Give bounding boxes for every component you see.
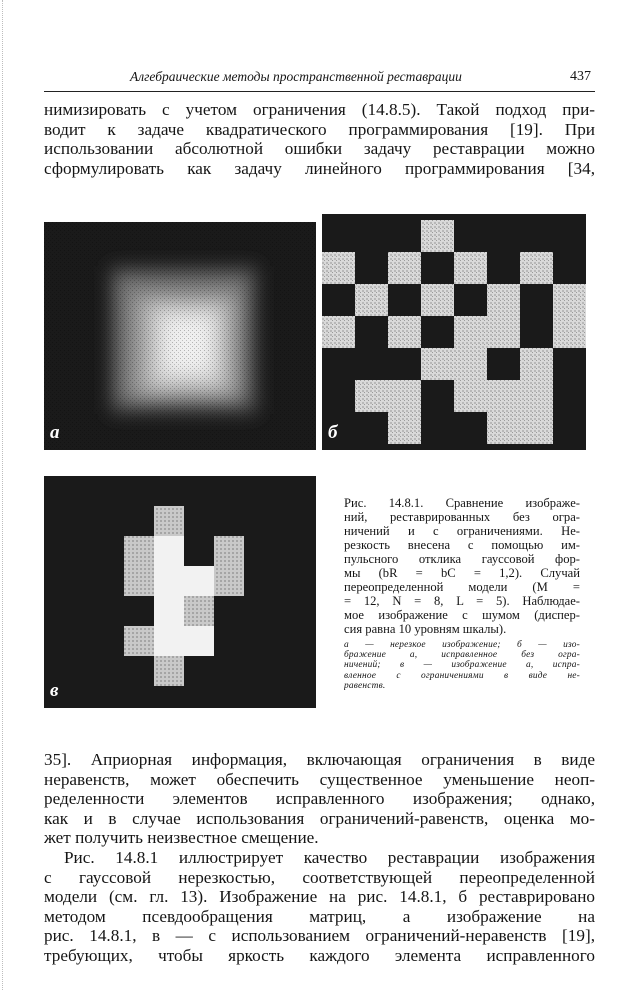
text-line: с гауссовой нерезкостью, соответствующей переопределенной	[44, 867, 595, 887]
caption-legend-line: ничений; в — изображение а, испра-	[344, 660, 580, 671]
caption-legend-line: бражение а, исправленное без огра-	[344, 650, 580, 661]
image-pixel	[454, 380, 487, 412]
caption-line: сия равна 10 уровням шкалы).	[344, 622, 507, 636]
text-line: как и в случае использования ограничений-равенств, оценка мо-	[44, 808, 595, 828]
text-line: сформулировать как задачу линейного программирования [34,	[44, 158, 595, 178]
image-pixel	[487, 412, 520, 444]
image-pixel	[388, 380, 421, 412]
page-edge	[2, 0, 3, 990]
header-rule	[44, 91, 595, 92]
image-pixel	[355, 284, 388, 316]
caption-line: ний, реставрированных без огра-	[344, 510, 580, 524]
image-pixel	[520, 348, 553, 380]
image-pixel	[553, 284, 586, 316]
caption-legend	[344, 640, 580, 691]
image-pixel	[487, 284, 520, 316]
text-line: требующих, чтобы яркость каждого элемента исправленного	[44, 945, 595, 965]
figure-c	[44, 476, 316, 708]
image-pixel	[421, 348, 454, 380]
caption-line: резкость внесена с помощью им-	[344, 538, 580, 552]
image-pixel	[322, 316, 355, 348]
figure-b-image	[322, 214, 586, 450]
text-line: неравенств, может обеспечить существенное уменьшение неоп-	[44, 769, 595, 789]
image-pixel	[214, 566, 244, 596]
figure-b	[322, 214, 586, 450]
figure-c-image	[44, 476, 316, 708]
image-pixel	[322, 252, 355, 284]
caption-legend-line: вленное с ограничениями в виде не-	[344, 670, 580, 681]
text-line: использовании абсолютной ошибки задачу реставрации можно	[44, 139, 595, 159]
image-pixel	[520, 412, 553, 444]
image-pixel	[184, 566, 214, 596]
image-pixel	[184, 596, 214, 626]
image-pixel	[454, 252, 487, 284]
caption-main	[344, 496, 580, 636]
text-line: методом псевдообращения матриц, а изображение на	[44, 906, 595, 926]
paragraph-last	[44, 848, 595, 966]
caption-line: Рис. 14.8.1. Сравнение изображе-	[344, 496, 580, 510]
paragraph-top	[44, 100, 595, 178]
image-pixel	[124, 536, 154, 566]
figure-c-label: в	[50, 680, 59, 701]
image-pixel	[454, 316, 487, 348]
figure-caption	[344, 496, 580, 691]
image-pixel	[154, 506, 184, 536]
caption-legend-line: а — нерезкое изображение; б — изо-	[344, 640, 580, 650]
text-line: рис. 14.8.1, в — с использованием ограничений-неравенств [19],	[44, 926, 595, 946]
image-pixel	[388, 412, 421, 444]
image-pixel	[454, 348, 487, 380]
text-line: 35]. Априорная информация, включающая ограничения в виде	[44, 750, 595, 769]
image-pixel	[487, 316, 520, 348]
caption-line: = 12, N = 8, L = 5). Наблюдае-	[344, 594, 580, 608]
caption-line: пульсного отклика гауссовой фор-	[344, 552, 580, 566]
text-line: ределенности элементов исправленного изображения; однако,	[44, 789, 595, 809]
image-pixel	[355, 380, 388, 412]
caption-line: мое изображение с шумом (диспер-	[344, 608, 580, 622]
running-header-title: Алгебраические методы пространственной реставрации	[130, 69, 462, 84]
image-pixel	[388, 316, 421, 348]
image-pixel	[421, 284, 454, 316]
image-pixel	[487, 380, 520, 412]
image-pixel	[184, 626, 214, 656]
figure-a-image	[44, 222, 316, 450]
image-pixel	[154, 536, 184, 566]
image-pixel	[553, 316, 586, 348]
caption-line: мы (bR = bC = 1,2). Случай	[344, 566, 580, 580]
text-line: нимизировать с учетом ограничения (14.8.5). Такой подход при-	[44, 100, 595, 119]
figure-a-label: а	[50, 422, 60, 443]
image-pixel	[154, 596, 184, 626]
image-pixel	[124, 566, 154, 596]
image-pixel	[154, 626, 184, 656]
figure-a	[44, 222, 316, 450]
text-line: водит к задаче квадратического программирования [19]. При	[44, 119, 595, 139]
image-pixel	[520, 380, 553, 412]
text-line: жет получить неизвестное смещение.	[44, 828, 319, 848]
figure-b-label: б	[328, 422, 338, 443]
caption-legend-line: равенств.	[344, 680, 386, 691]
image-pixel	[154, 566, 184, 596]
running-header	[44, 64, 595, 92]
image-pixel	[154, 656, 184, 686]
image-pixel	[421, 220, 454, 252]
image-pixel	[520, 252, 553, 284]
page-number: 437	[570, 69, 591, 84]
text-line: Рис. 14.8.1 иллюстрирует качество реставрации изображения	[64, 848, 595, 867]
image-pixel	[124, 626, 154, 656]
caption-line: ничений и с ограничениями. Не-	[344, 524, 580, 538]
text-line: модели (см. гл. 13). Изображение на рис. 14.8.1, б реставрировано	[44, 887, 595, 907]
image-pixel	[214, 536, 244, 566]
caption-line: переопределенной модели (M =	[344, 580, 580, 594]
image-pixel	[388, 252, 421, 284]
paragraph-bottom	[44, 750, 595, 848]
